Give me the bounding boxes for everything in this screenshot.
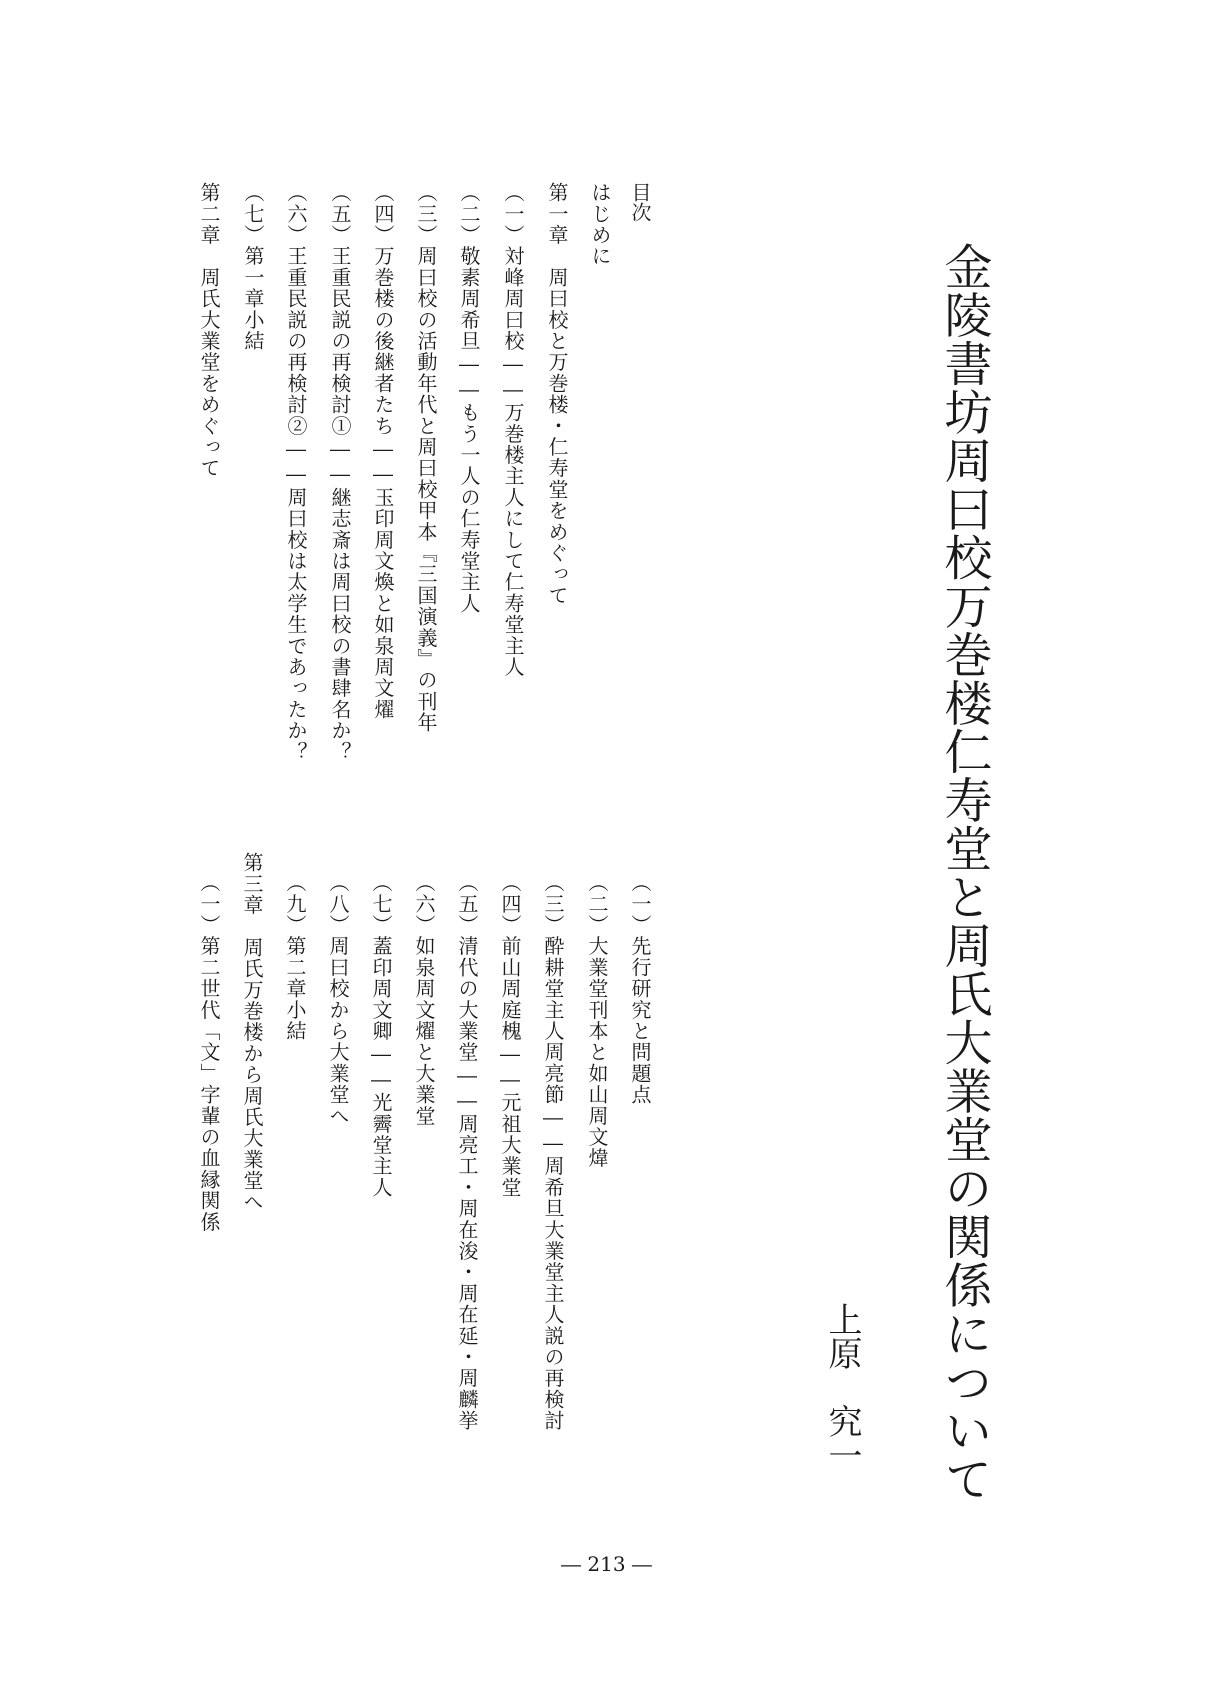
- toc-item: 第三章 周氏万巻楼から周氏大業堂へ: [240, 852, 264, 1213]
- toc-item: （八）周曰校から大業堂へ: [326, 872, 350, 1127]
- toc-item: （二）大業堂刊本と如山周文煒: [585, 872, 609, 1169]
- toc-item: （七）蓋印周文卿――光霽堂主人: [369, 872, 393, 1198]
- toc-item: （一）第二世代「文」字輩の血縁関係: [197, 872, 221, 1233]
- toc-heading: 目次: [628, 182, 652, 222]
- author-name: 上原 究一: [822, 1302, 862, 1472]
- toc-item: （一）先行研究と問題点: [628, 872, 652, 1106]
- toc-item: （一）対峰周曰校――万巻楼主人にして仁寿堂主人: [501, 182, 525, 678]
- toc-item: （四）万巻楼の後継者たち――玉印周文煥と如泉周文燿: [371, 182, 395, 720]
- toc-item: （六）如泉周文燿と大業堂: [412, 872, 436, 1127]
- toc-item: はじめに: [588, 182, 612, 267]
- toc-item: （九）第二章小結: [283, 872, 307, 1042]
- toc-item: 第二章 周氏大業堂をめぐって: [197, 182, 221, 479]
- toc-item: （七）第一章小結: [241, 182, 265, 352]
- toc-item: （四）前山周庭槐――元祖大業堂: [498, 872, 522, 1198]
- page-number: ― 213 ―: [561, 1552, 652, 1576]
- toc-item: （二）敬素周希旦――もう一人の仁寿堂主人: [457, 182, 481, 614]
- page-title: 金陵書坊周曰校万巻楼仁寿堂と周氏大業堂の関係について: [936, 242, 992, 1503]
- toc-item: 第一章 周曰校と万巻楼・仁寿堂をめぐって: [545, 182, 569, 606]
- toc-item: （三）周曰校の活動年代と周曰校甲本『三国演義』の刊年: [414, 182, 438, 734]
- toc-item: （六）王重民説の再検討②――周曰校は太学生であったか？: [284, 182, 308, 763]
- toc-item: （三）酔耕堂主人周亮節――周希旦大業堂主人説の再検討: [541, 872, 565, 1432]
- toc-item: （五）王重民説の再検討①――継志斎は周曰校の書肆名か？: [328, 182, 352, 763]
- toc-item: （五）清代の大業堂――周亮工・周在浚・周在延・周麟挙: [455, 872, 479, 1432]
